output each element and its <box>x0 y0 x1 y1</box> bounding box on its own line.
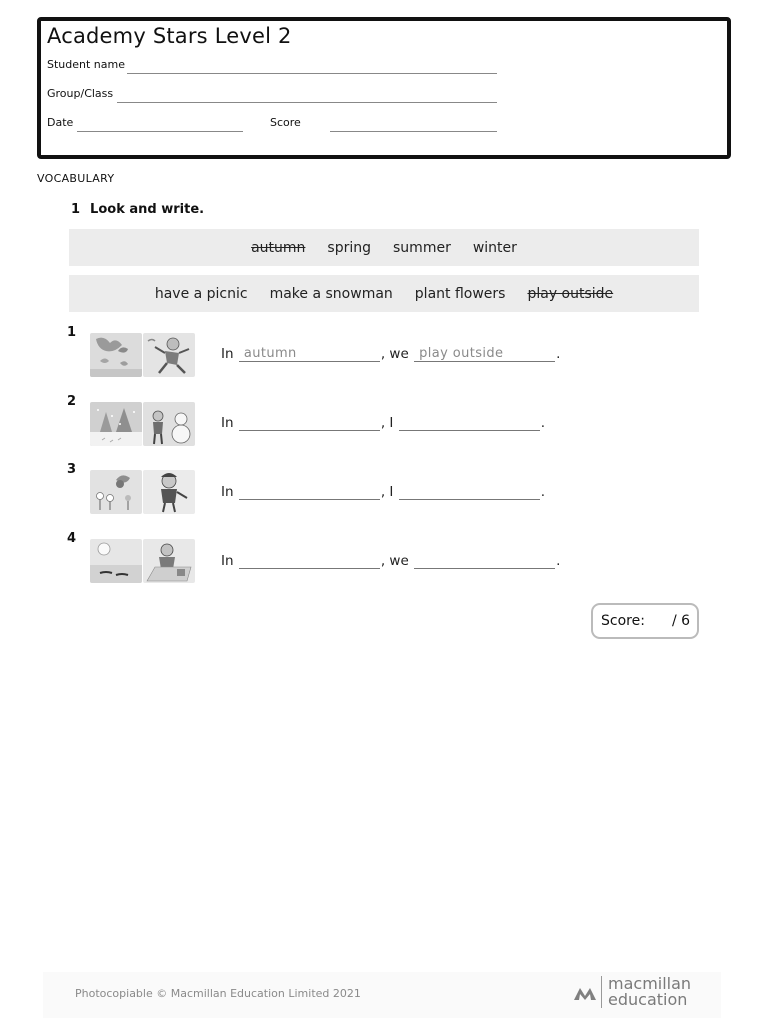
answer-1-season[interactable]: autumn <box>239 345 380 362</box>
logo-line-1: macmillan <box>608 974 692 993</box>
sentence-2-start: In <box>221 415 234 431</box>
child-planting-icon <box>143 470 195 514</box>
score-label: Score <box>270 116 301 129</box>
word-make-a-snowman: make a snowman <box>269 285 393 302</box>
student-name-label: Student name <box>47 58 125 71</box>
word-box-activities <box>69 275 699 312</box>
word-spring: spring <box>327 239 372 256</box>
sunny-beach-icon <box>90 539 142 583</box>
answer-4-season[interactable] <box>239 552 380 569</box>
header-box <box>37 17 731 159</box>
word-summer: summer <box>393 239 451 256</box>
task-heading <box>71 202 204 217</box>
score-box <box>591 603 699 639</box>
score-box-total: / 6 <box>671 613 691 629</box>
answer-3-season[interactable] <box>239 483 380 500</box>
logo-separator <box>601 976 602 1008</box>
sentence-3-end: . <box>540 484 546 500</box>
word-have-a-picnic: have a picnic <box>154 285 248 302</box>
macmillan-logo <box>573 976 691 1008</box>
item-number-3: 3 <box>67 462 77 477</box>
flowers-icon <box>90 470 142 514</box>
sentence-2-end: . <box>540 415 546 431</box>
snowman-icon <box>143 402 195 446</box>
answer-4-activity[interactable] <box>414 552 555 569</box>
answer-3-activity[interactable] <box>399 483 540 500</box>
score-box-label: Score: <box>601 613 645 629</box>
word-plant-flowers: plant flowers <box>414 285 506 302</box>
sentence-2 <box>221 414 545 431</box>
autumn-leaves-icon <box>90 333 142 377</box>
sentence-2-sep: , I <box>380 415 394 431</box>
score-field[interactable] <box>330 131 497 132</box>
sentence-4-start: In <box>221 553 234 569</box>
item-number-2: 2 <box>67 394 77 409</box>
copyright-text: Photocopiable © Macmillan Education Limited 2021 <box>75 987 361 1000</box>
word-play-outside: play outside <box>527 285 614 302</box>
task-instruction: Look and write. <box>90 202 205 217</box>
date-label: Date <box>47 116 74 129</box>
word-winter: winter <box>472 239 517 256</box>
picnic-icon <box>143 539 195 583</box>
word-box-seasons <box>69 229 699 266</box>
sentence-3-start: In <box>221 484 234 500</box>
footer <box>43 972 721 1018</box>
task-number: 1 <box>71 202 81 217</box>
sentence-4-sep: , we <box>380 553 409 569</box>
item-number-4: 4 <box>67 531 77 546</box>
sentence-3 <box>221 483 545 500</box>
sentence-3-sep: , I <box>380 484 394 500</box>
logo-wordmark <box>608 976 691 1008</box>
child-playing-icon <box>143 333 195 377</box>
worksheet-title: Academy Stars Level 2 <box>47 24 292 48</box>
answer-1-activity[interactable]: play outside <box>414 345 555 362</box>
group-class-label: Group/Class <box>47 87 114 100</box>
date-field[interactable] <box>77 131 243 132</box>
sentence-4 <box>221 552 560 569</box>
logo-line-2: education <box>608 990 688 1009</box>
snowy-trees-icon <box>90 402 142 446</box>
macmillan-mark-icon <box>573 982 597 1002</box>
sentence-4-end: . <box>556 553 561 569</box>
sentence-1-end: . <box>556 346 561 362</box>
answer-2-season[interactable] <box>239 414 380 431</box>
sentence-1-sep: , we <box>380 346 409 362</box>
sentence-1 <box>221 345 560 362</box>
answer-2-activity[interactable] <box>399 414 540 431</box>
word-autumn: autumn <box>251 239 306 256</box>
item-number-1: 1 <box>67 325 77 340</box>
group-class-field[interactable] <box>117 102 497 103</box>
student-name-field[interactable] <box>127 73 497 74</box>
sentence-1-start: In <box>221 346 234 362</box>
section-label: VOCABULARY <box>37 172 115 185</box>
